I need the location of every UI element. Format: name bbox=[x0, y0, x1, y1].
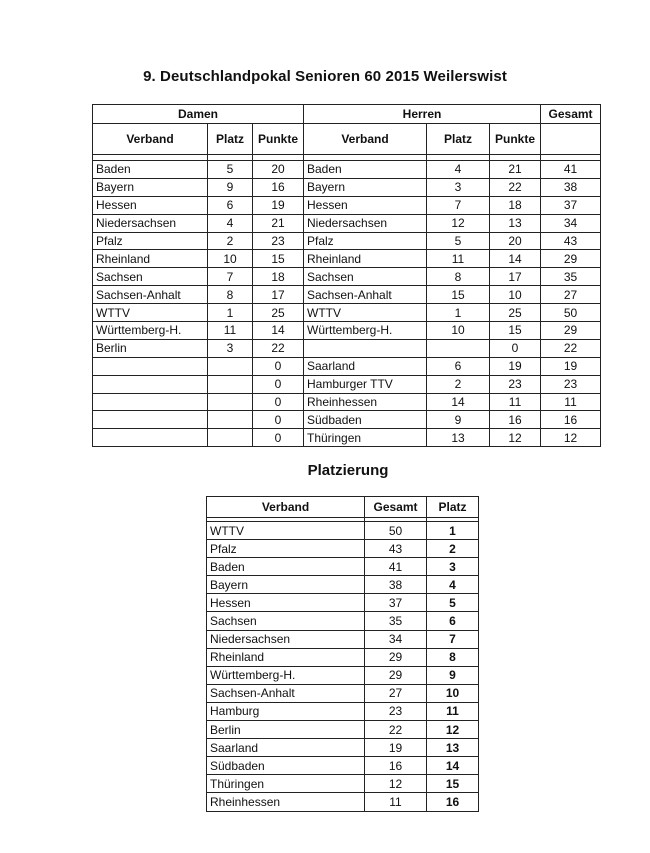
table-row bbox=[93, 322, 601, 340]
damen-platz-cell: 2 bbox=[208, 232, 253, 250]
rank-verband-cell: Niedersachsen bbox=[207, 630, 365, 648]
rank-platz-cell: 10 bbox=[427, 684, 479, 702]
table-row bbox=[207, 775, 479, 793]
rank-gesamt-cell: 29 bbox=[365, 666, 427, 684]
damen-platz-cell: 7 bbox=[208, 268, 253, 286]
gesamt-cell: 29 bbox=[541, 250, 601, 268]
rank-verband-cell: Berlin bbox=[207, 721, 365, 739]
rank-gesamt-cell: 22 bbox=[365, 721, 427, 739]
col-header-damen-punkte: Punkte bbox=[253, 124, 304, 155]
damen-punkte-cell: 0 bbox=[253, 357, 304, 375]
herren-platz-cell: 11 bbox=[427, 250, 490, 268]
col-header-herren-platz: Platz bbox=[427, 124, 490, 155]
herren-verband-cell: Pfalz bbox=[304, 232, 427, 250]
table-row bbox=[93, 393, 601, 411]
table-row bbox=[207, 648, 479, 666]
rank-platz-cell: 15 bbox=[427, 775, 479, 793]
herren-punkte-cell: 12 bbox=[490, 429, 541, 447]
herren-punkte-cell: 17 bbox=[490, 268, 541, 286]
herren-punkte-cell: 11 bbox=[490, 393, 541, 411]
damen-punkte-cell: 19 bbox=[253, 196, 304, 214]
table-row bbox=[93, 268, 601, 286]
damen-verband-cell: Bayern bbox=[93, 178, 208, 196]
rank-gesamt-cell: 50 bbox=[365, 522, 427, 540]
damen-verband-cell bbox=[93, 375, 208, 393]
herren-platz-cell: 2 bbox=[427, 375, 490, 393]
damen-platz-cell: 1 bbox=[208, 304, 253, 322]
herren-verband-cell: Baden bbox=[304, 161, 427, 179]
rank-gesamt-cell: 37 bbox=[365, 594, 427, 612]
rank-platz-cell: 6 bbox=[427, 612, 479, 630]
col-header-damen-verband: Verband bbox=[93, 124, 208, 155]
damen-platz-cell: 10 bbox=[208, 250, 253, 268]
herren-platz-cell: 10 bbox=[427, 322, 490, 340]
results-table-body bbox=[93, 161, 601, 447]
rank-verband-cell: Rheinland bbox=[207, 648, 365, 666]
rank-verband-cell: Saarland bbox=[207, 739, 365, 757]
herren-punkte-cell: 19 bbox=[490, 357, 541, 375]
damen-punkte-cell: 16 bbox=[253, 178, 304, 196]
table-row bbox=[93, 196, 601, 214]
gesamt-cell: 23 bbox=[541, 375, 601, 393]
gesamt-cell: 12 bbox=[541, 429, 601, 447]
herren-platz-cell: 4 bbox=[427, 161, 490, 179]
herren-punkte-cell: 20 bbox=[490, 232, 541, 250]
herren-verband-cell: Württemberg-H. bbox=[304, 322, 427, 340]
damen-punkte-cell: 0 bbox=[253, 429, 304, 447]
herren-verband-cell: Niedersachsen bbox=[304, 214, 427, 232]
rank-verband-cell: Thüringen bbox=[207, 775, 365, 793]
damen-verband-cell: Württemberg-H. bbox=[93, 322, 208, 340]
table-row bbox=[207, 721, 479, 739]
herren-punkte-cell: 18 bbox=[490, 196, 541, 214]
table-row bbox=[207, 666, 479, 684]
rank-gesamt-cell: 19 bbox=[365, 739, 427, 757]
table-row bbox=[207, 612, 479, 630]
table-row bbox=[93, 411, 601, 429]
herren-verband-cell: Sachsen bbox=[304, 268, 427, 286]
rank-verband-cell: Hamburg bbox=[207, 702, 365, 720]
damen-platz-cell bbox=[208, 393, 253, 411]
herren-platz-cell bbox=[427, 339, 490, 357]
rank-verband-cell: Hessen bbox=[207, 594, 365, 612]
rank-verband-cell: Sachsen bbox=[207, 612, 365, 630]
col-header-herren-verband: Verband bbox=[304, 124, 427, 155]
table-row bbox=[207, 793, 479, 811]
rank-col-header-gesamt: Gesamt bbox=[365, 497, 427, 518]
damen-verband-cell: Niedersachsen bbox=[93, 214, 208, 232]
gesamt-cell: 16 bbox=[541, 411, 601, 429]
ranking-table bbox=[206, 496, 479, 812]
damen-punkte-cell: 18 bbox=[253, 268, 304, 286]
table-row bbox=[93, 339, 601, 357]
rank-gesamt-cell: 38 bbox=[365, 576, 427, 594]
rank-verband-cell: Pfalz bbox=[207, 540, 365, 558]
rank-platz-cell: 4 bbox=[427, 576, 479, 594]
herren-verband-cell: Sachsen-Anhalt bbox=[304, 286, 427, 304]
rank-platz-cell: 16 bbox=[427, 793, 479, 811]
table-row bbox=[93, 250, 601, 268]
table-row bbox=[93, 304, 601, 322]
table-row bbox=[207, 630, 479, 648]
damen-platz-cell: 4 bbox=[208, 214, 253, 232]
rank-gesamt-cell: 12 bbox=[365, 775, 427, 793]
table-row bbox=[93, 232, 601, 250]
gesamt-cell: 41 bbox=[541, 161, 601, 179]
herren-platz-cell: 9 bbox=[427, 411, 490, 429]
herren-punkte-cell: 14 bbox=[490, 250, 541, 268]
damen-platz-cell bbox=[208, 411, 253, 429]
herren-platz-cell: 7 bbox=[427, 196, 490, 214]
gesamt-cell: 22 bbox=[541, 339, 601, 357]
herren-verband-cell: Bayern bbox=[304, 178, 427, 196]
rank-col-header-platz: Platz bbox=[427, 497, 479, 518]
damen-platz-cell: 3 bbox=[208, 339, 253, 357]
damen-punkte-cell: 20 bbox=[253, 161, 304, 179]
damen-verband-cell: Hessen bbox=[93, 196, 208, 214]
damen-verband-cell bbox=[93, 411, 208, 429]
rank-gesamt-cell: 11 bbox=[365, 793, 427, 811]
damen-platz-cell: 8 bbox=[208, 286, 253, 304]
damen-punkte-cell: 17 bbox=[253, 286, 304, 304]
herren-verband-cell: Rheinland bbox=[304, 250, 427, 268]
damen-verband-cell bbox=[93, 357, 208, 375]
damen-punkte-cell: 15 bbox=[253, 250, 304, 268]
herren-punkte-cell: 15 bbox=[490, 322, 541, 340]
group-header-gesamt: Gesamt bbox=[541, 105, 601, 124]
herren-punkte-cell: 25 bbox=[490, 304, 541, 322]
herren-punkte-cell: 22 bbox=[490, 178, 541, 196]
rank-gesamt-cell: 27 bbox=[365, 684, 427, 702]
damen-punkte-cell: 14 bbox=[253, 322, 304, 340]
rank-verband-cell: Rheinhessen bbox=[207, 793, 365, 811]
herren-platz-cell: 5 bbox=[427, 232, 490, 250]
table-row bbox=[207, 757, 479, 775]
table-row bbox=[207, 522, 479, 540]
rank-platz-cell: 12 bbox=[427, 721, 479, 739]
gesamt-cell: 19 bbox=[541, 357, 601, 375]
gesamt-cell: 43 bbox=[541, 232, 601, 250]
rank-verband-cell: Württemberg-H. bbox=[207, 666, 365, 684]
herren-punkte-cell: 21 bbox=[490, 161, 541, 179]
rank-platz-cell: 9 bbox=[427, 666, 479, 684]
group-header-damen: Damen bbox=[93, 105, 304, 124]
rank-gesamt-cell: 16 bbox=[365, 757, 427, 775]
damen-platz-cell bbox=[208, 375, 253, 393]
table-row bbox=[207, 594, 479, 612]
herren-verband-cell: Rheinhessen bbox=[304, 393, 427, 411]
table-row bbox=[207, 739, 479, 757]
herren-punkte-cell: 10 bbox=[490, 286, 541, 304]
results-table bbox=[92, 104, 601, 447]
damen-verband-cell: Sachsen bbox=[93, 268, 208, 286]
rank-platz-cell: 7 bbox=[427, 630, 479, 648]
page-title: 9. Deutschlandpokal Senioren 60 2015 Weilerswist bbox=[143, 68, 507, 85]
damen-punkte-cell: 22 bbox=[253, 339, 304, 357]
gesamt-cell: 29 bbox=[541, 322, 601, 340]
col-header-herren-punkte: Punkte bbox=[490, 124, 541, 155]
herren-platz-cell: 8 bbox=[427, 268, 490, 286]
rank-gesamt-cell: 34 bbox=[365, 630, 427, 648]
gesamt-cell: 34 bbox=[541, 214, 601, 232]
rank-gesamt-cell: 29 bbox=[365, 648, 427, 666]
herren-verband-cell bbox=[304, 339, 427, 357]
rank-platz-cell: 1 bbox=[427, 522, 479, 540]
table-row bbox=[93, 375, 601, 393]
table-row bbox=[207, 558, 479, 576]
herren-punkte-cell: 0 bbox=[490, 339, 541, 357]
herren-platz-cell: 3 bbox=[427, 178, 490, 196]
table-row bbox=[207, 702, 479, 720]
damen-platz-cell bbox=[208, 357, 253, 375]
herren-verband-cell: Südbaden bbox=[304, 411, 427, 429]
herren-verband-cell: Hessen bbox=[304, 196, 427, 214]
herren-punkte-cell: 23 bbox=[490, 375, 541, 393]
table-row bbox=[207, 684, 479, 702]
damen-verband-cell: Baden bbox=[93, 161, 208, 179]
rank-verband-cell: Südbaden bbox=[207, 757, 365, 775]
gesamt-cell: 27 bbox=[541, 286, 601, 304]
herren-verband-cell: Saarland bbox=[304, 357, 427, 375]
table-row bbox=[93, 286, 601, 304]
col-header-damen-platz: Platz bbox=[208, 124, 253, 155]
damen-punkte-cell: 23 bbox=[253, 232, 304, 250]
gesamt-cell: 11 bbox=[541, 393, 601, 411]
damen-verband-cell bbox=[93, 393, 208, 411]
rank-verband-cell: WTTV bbox=[207, 522, 365, 540]
gesamt-cell: 50 bbox=[541, 304, 601, 322]
table-row bbox=[93, 429, 601, 447]
damen-verband-cell: Pfalz bbox=[93, 232, 208, 250]
rank-gesamt-cell: 23 bbox=[365, 702, 427, 720]
damen-punkte-cell: 0 bbox=[253, 411, 304, 429]
rank-col-header-verband: Verband bbox=[207, 497, 365, 518]
table-row bbox=[93, 214, 601, 232]
rank-verband-cell: Bayern bbox=[207, 576, 365, 594]
table-row bbox=[207, 576, 479, 594]
damen-verband-cell: Berlin bbox=[93, 339, 208, 357]
herren-platz-cell: 13 bbox=[427, 429, 490, 447]
gesamt-cell: 35 bbox=[541, 268, 601, 286]
group-header-herren: Herren bbox=[304, 105, 541, 124]
col-header-gesamt bbox=[541, 124, 601, 155]
rank-gesamt-cell: 35 bbox=[365, 612, 427, 630]
table-row bbox=[207, 540, 479, 558]
rank-verband-cell: Baden bbox=[207, 558, 365, 576]
rank-gesamt-cell: 43 bbox=[365, 540, 427, 558]
rank-platz-cell: 3 bbox=[427, 558, 479, 576]
table-row bbox=[93, 161, 601, 179]
rank-platz-cell: 8 bbox=[427, 648, 479, 666]
damen-punkte-cell: 21 bbox=[253, 214, 304, 232]
damen-verband-cell: Rheinland bbox=[93, 250, 208, 268]
gesamt-cell: 37 bbox=[541, 196, 601, 214]
damen-verband-cell bbox=[93, 429, 208, 447]
table-row bbox=[93, 178, 601, 196]
damen-punkte-cell: 0 bbox=[253, 375, 304, 393]
rank-verband-cell: Sachsen-Anhalt bbox=[207, 684, 365, 702]
herren-verband-cell: Thüringen bbox=[304, 429, 427, 447]
damen-platz-cell: 11 bbox=[208, 322, 253, 340]
rank-platz-cell: 5 bbox=[427, 594, 479, 612]
herren-punkte-cell: 13 bbox=[490, 214, 541, 232]
rank-platz-cell: 11 bbox=[427, 702, 479, 720]
herren-platz-cell: 6 bbox=[427, 357, 490, 375]
damen-verband-cell: WTTV bbox=[93, 304, 208, 322]
herren-punkte-cell: 16 bbox=[490, 411, 541, 429]
herren-platz-cell: 15 bbox=[427, 286, 490, 304]
damen-punkte-cell: 25 bbox=[253, 304, 304, 322]
rank-gesamt-cell: 41 bbox=[365, 558, 427, 576]
herren-platz-cell: 14 bbox=[427, 393, 490, 411]
damen-platz-cell bbox=[208, 429, 253, 447]
damen-punkte-cell: 0 bbox=[253, 393, 304, 411]
damen-platz-cell: 9 bbox=[208, 178, 253, 196]
damen-verband-cell: Sachsen-Anhalt bbox=[93, 286, 208, 304]
herren-platz-cell: 1 bbox=[427, 304, 490, 322]
ranking-table-body bbox=[207, 522, 479, 812]
rank-platz-cell: 2 bbox=[427, 540, 479, 558]
table-row bbox=[93, 357, 601, 375]
rank-platz-cell: 14 bbox=[427, 757, 479, 775]
rank-platz-cell: 13 bbox=[427, 739, 479, 757]
gesamt-cell: 38 bbox=[541, 178, 601, 196]
herren-verband-cell: Hamburger TTV bbox=[304, 375, 427, 393]
damen-platz-cell: 6 bbox=[208, 196, 253, 214]
herren-verband-cell: WTTV bbox=[304, 304, 427, 322]
ranking-title: Platzierung bbox=[307, 462, 389, 479]
damen-platz-cell: 5 bbox=[208, 161, 253, 179]
herren-platz-cell: 12 bbox=[427, 214, 490, 232]
